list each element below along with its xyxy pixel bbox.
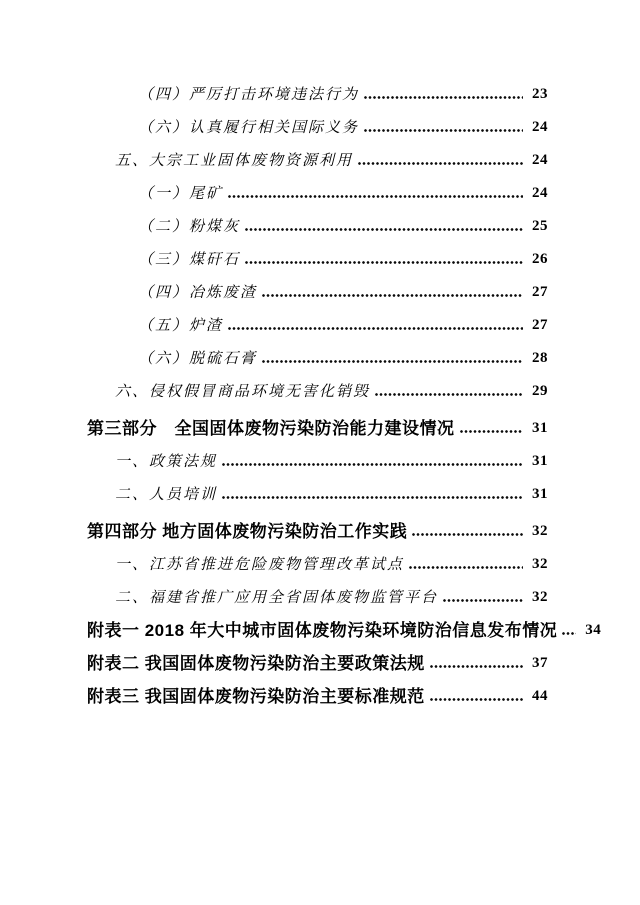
toc-entry-label: （四）严厉打击环境违法行为	[138, 85, 360, 103]
toc-entry-page-number: 31	[532, 453, 548, 469]
toc-entry-label: （五）炉渣	[138, 316, 224, 334]
toc-entry-page-number: 32	[532, 523, 548, 539]
dot-leader	[562, 632, 576, 635]
toc-entry-label: 五、大宗工业固体废物资源利用	[115, 151, 354, 169]
toc-entry-label: （二）粉煤灰	[138, 217, 241, 235]
toc-entry[interactable]	[87, 308, 548, 341]
toc-entry-page-number: 32	[532, 589, 548, 605]
toc-entry-label: 二、福建省推广应用全省固体废物监管平台	[115, 588, 439, 606]
toc-entry-page-number: 32	[532, 556, 548, 572]
toc-entry[interactable]	[87, 110, 548, 143]
toc-entry-page-number: 27	[532, 317, 548, 333]
dot-leader	[375, 393, 523, 396]
toc-entry-page-number: 29	[532, 383, 548, 399]
toc-entry-page-number: 23	[532, 86, 548, 102]
toc-entry-label: （四）冶炼废渣	[138, 283, 258, 301]
dot-leader	[412, 533, 523, 536]
toc-entry[interactable]	[87, 374, 548, 407]
dot-leader	[222, 463, 523, 466]
toc-entry-label: 附表一 2018 年大中城市固体废物污染环境防治信息发布情况	[87, 621, 558, 640]
dot-leader	[358, 162, 523, 165]
dot-leader	[245, 228, 523, 231]
toc-entry-page-number: 25	[532, 218, 548, 234]
toc-entry-label: 附表三 我国固体废物污染防治主要标准规范	[87, 687, 425, 706]
toc-entry[interactable]	[87, 176, 548, 209]
dot-leader	[443, 599, 523, 602]
toc-entry-label: 二、人员培训	[115, 485, 218, 503]
toc-entry-page-number: 24	[532, 119, 548, 135]
toc-entry[interactable]	[87, 547, 548, 580]
toc-entry[interactable]	[87, 143, 548, 176]
toc-entry-label: （一）尾矿	[138, 184, 224, 202]
table-of-contents	[87, 77, 602, 712]
dot-leader	[262, 360, 523, 363]
toc-entry-label: （三）煤矸石	[138, 250, 241, 268]
toc-entry-page-number: 24	[532, 152, 548, 168]
dot-leader	[364, 96, 523, 99]
dot-leader	[222, 496, 523, 499]
toc-entry-label: 一、政策法规	[115, 452, 218, 470]
toc-entry-label: 六、侵权假冒商品环境无害化销毁	[115, 382, 371, 400]
toc-entry-page-number: 24	[532, 185, 548, 201]
toc-entry[interactable]	[87, 275, 548, 308]
toc-entry[interactable]	[87, 411, 548, 444]
toc-entry-label: （六）脱硫石膏	[138, 349, 258, 367]
toc-entry-page-number: 28	[532, 350, 548, 366]
toc-entry-page-number: 37	[532, 655, 548, 671]
toc-entry-page-number: 26	[532, 251, 548, 267]
dot-leader	[409, 566, 523, 569]
dot-leader	[262, 294, 523, 297]
toc-entry[interactable]	[87, 514, 548, 547]
toc-entry[interactable]	[87, 341, 548, 374]
toc-entry-label: 一、江苏省推进危险废物管理改革试点	[115, 555, 405, 573]
toc-entry-label: 第三部分 全国固体废物污染防治能力建设情况	[87, 419, 455, 438]
dot-leader	[430, 665, 523, 668]
toc-entry-page-number: 31	[532, 486, 548, 502]
toc-entry[interactable]	[87, 613, 602, 646]
toc-entry-page-number: 34	[585, 622, 602, 638]
dot-leader	[228, 195, 523, 198]
toc-entry[interactable]	[87, 477, 548, 510]
dot-leader	[460, 430, 524, 433]
toc-entry[interactable]	[87, 77, 548, 110]
toc-entry-page-number: 27	[532, 284, 548, 300]
dot-leader	[364, 129, 523, 132]
toc-entry-label: 第四部分 地方固体废物污染防治工作实践	[87, 522, 408, 541]
toc-entry[interactable]	[87, 679, 548, 712]
toc-entry-page-number: 44	[532, 688, 548, 704]
toc-entry-label: 附表二 我国固体废物污染防治主要政策法规	[87, 654, 425, 673]
toc-entry-page-number: 31	[532, 420, 548, 436]
toc-entry-label: （六）认真履行相关国际义务	[138, 118, 360, 136]
toc-entry[interactable]	[87, 209, 548, 242]
toc-entry[interactable]	[87, 646, 548, 679]
dot-leader	[430, 698, 523, 701]
toc-entry[interactable]	[87, 242, 548, 275]
dot-leader	[245, 261, 523, 264]
toc-entry[interactable]	[87, 580, 548, 613]
dot-leader	[228, 327, 523, 330]
toc-entry[interactable]	[87, 444, 548, 477]
